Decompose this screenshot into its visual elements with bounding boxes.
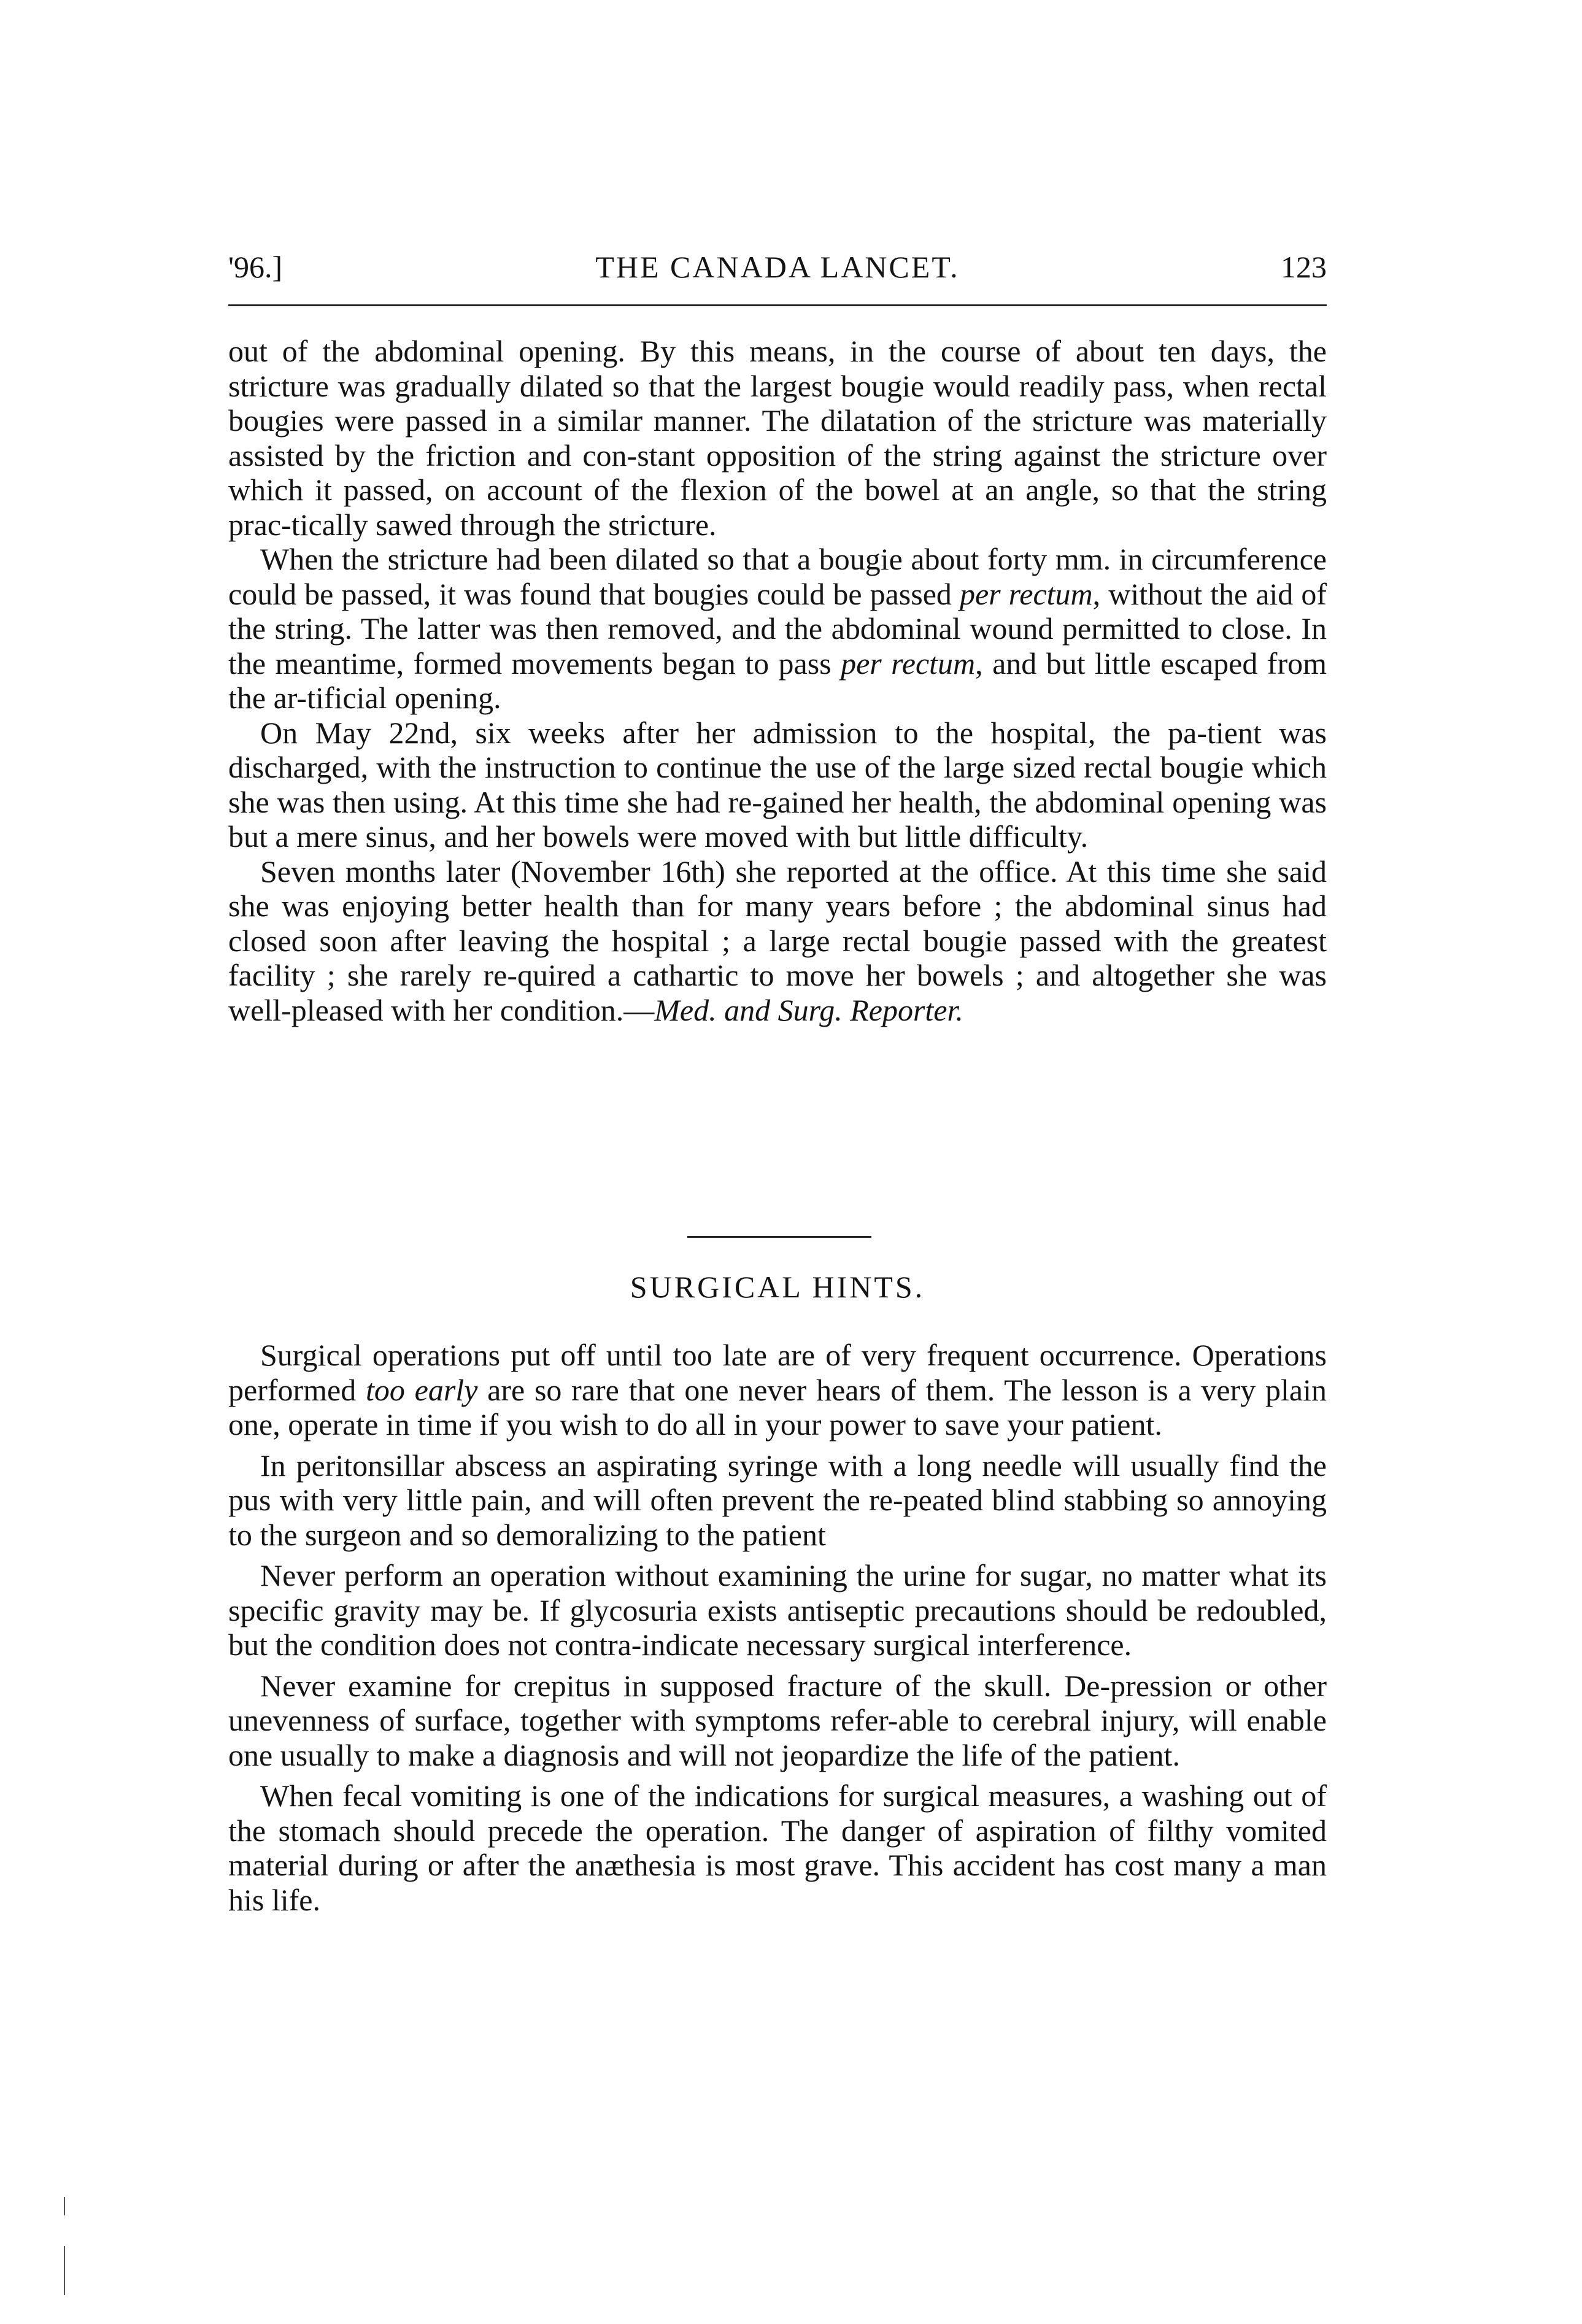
paragraph-text: Seven months later (November 16th) she reported at the office. At this time she said she was enjoying better health than for many years before ; the abdominal sinus had closed soon after leaving the hospital ; a large rectal bougie passed with the greatest facility ; she rarely re-quired a cathartic to move her bowels ; and altogether she was well-pleased with her condition.—	[228, 854, 1327, 1027]
italic-text: Med. and Surg. Reporter.	[654, 992, 963, 1027]
article-continuation	[228, 334, 1327, 1027]
paragraph	[228, 1338, 1327, 1442]
italic-text: too early	[366, 1372, 478, 1407]
binding-mark	[64, 2246, 65, 2295]
paragraph-text: are so rare that one never hears of them. The lesson is a very plain one, operate in time if you wish to do all in your power to save your patient.	[228, 1372, 1327, 1442]
paragraph	[228, 334, 1327, 542]
paragraph	[228, 854, 1327, 1028]
italic-text: per rectum	[959, 576, 1093, 611]
paragraph-text: On May 22nd, six weeks after her admission to the hospital, the pa-tient was discharged, with the instruction to continue the use of the large sized rectal bougie which she was then using. At this time she had re-gained her health, the abdominal opening was but a mere sinus, and her bowels were moved with but little difficulty.	[228, 715, 1327, 854]
paragraph	[228, 716, 1327, 854]
paragraph	[228, 542, 1327, 716]
journal-title: THE CANADA LANCET.	[595, 250, 960, 284]
header-year: '96.]	[228, 250, 283, 284]
paragraph-text: Never perform an operation without examining the urine for sugar, no matter what its specific gravity may be. If glycosuria exists antiseptic precautions should be redoubled, but the condition does not contra-indicate necessary surgical interference.	[228, 1558, 1327, 1662]
page-number: 123	[1281, 250, 1327, 284]
paragraph-text: out of the abdominal opening. By this means, in the course of about ten days, the stricture was gradually dilated so that the largest bougie would readily pass, when rectal bougies were passed in a similar manner. The dilatation of the stricture was materially assisted by the friction and con-stant opposition of the string against the stricture over which it passed, on account of the flexion of the bowel at an angle, so that the string prac-tically sawed through the stricture.	[228, 334, 1327, 542]
header-rule	[228, 304, 1327, 306]
paragraph-text: In peritonsillar abscess an aspirating syringe with a long needle will usually find the pus with very little pain, and will often prevent the re-peated blind stabbing so annoying to the surgeon and so demoralizing to the patient	[228, 1448, 1327, 1552]
paragraph	[228, 1778, 1327, 1917]
running-header	[228, 245, 1327, 288]
paragraph-text: , and but little escaped from the ar-tificial opening.	[228, 646, 1327, 715]
paragraph-text: , without the aid of the string. The latter was then removed, and the abdominal wound permitted to close. In the meantime, formed movements began to pass	[228, 576, 1327, 681]
section-title: SURGICAL HINTS.	[630, 1270, 925, 1304]
paragraph	[228, 1558, 1327, 1662]
paragraph-text: When fecal vomiting is one of the indications for surgical measures, a washing out of the stomach should precede the operation. The danger of aspiration of filthy vomited material during or after the anæthesia is most grave. This accident has cost many a man his life.	[228, 1778, 1327, 1917]
paragraph	[228, 1448, 1327, 1553]
paragraph-text: When the stricture had been dilated so that a bougie about forty mm. in circumference could be passed, it was found that bougies could be passed	[228, 542, 1327, 611]
section-divider	[687, 1236, 871, 1238]
binding-mark	[64, 2197, 65, 2215]
surgical-hints-body	[228, 1338, 1327, 1923]
paragraph-text: Never examine for crepitus in supposed fracture of the skull. De-pression or other unevenness of surface, together with symptoms refer-able to cerebral injury, will enable one usually to make a diagnosis and will not jeopardize the life of the patient.	[228, 1668, 1327, 1772]
paragraph-text: Surgical operations put off until too late are of very frequent occurrence. Operations performed	[228, 1338, 1327, 1407]
paragraph	[228, 1669, 1327, 1773]
italic-text: per rectum	[841, 646, 976, 681]
